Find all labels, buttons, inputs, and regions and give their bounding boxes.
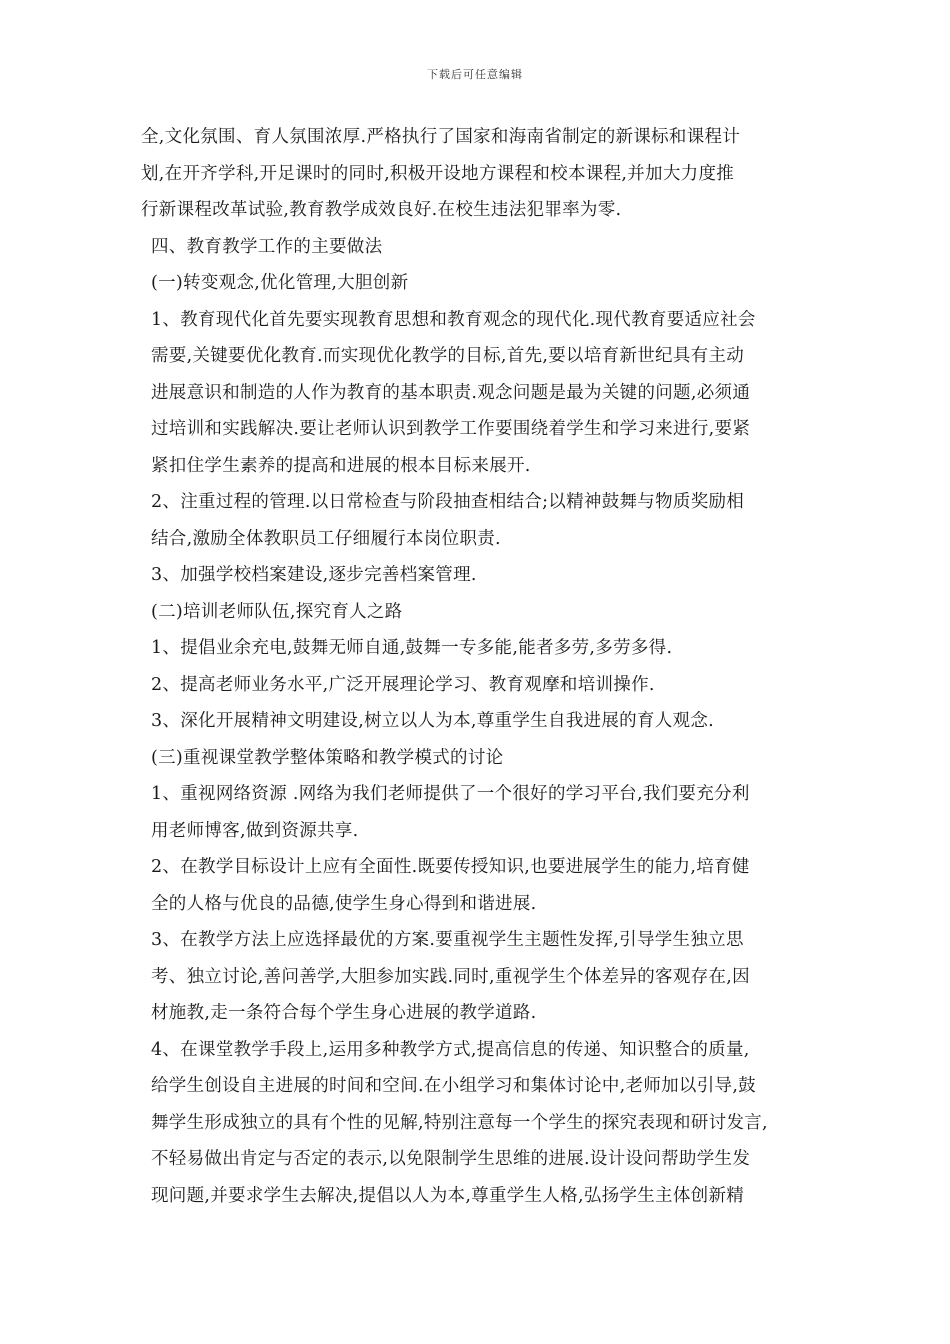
text-line: (三)重视课堂教学整体策略和教学模式的讨论 — [151, 747, 504, 768]
paragraph-2-3 — [141, 703, 821, 740]
paragraph-sub-1 — [141, 265, 821, 302]
text-line: 1、教育现代化首先要实现教育思想和教育观念的现代化.现代教育要适应社会 — [151, 309, 756, 330]
paragraph-3-1 — [141, 776, 821, 849]
text-line: 舞学生形成独立的具有个性的见解,特别注意每一个学生的探究表现和研讨发言, — [151, 1112, 768, 1133]
text-line: 过培训和实践解决.要让老师认识到教学工作要围绕着学生和学习来进行,要紧 — [151, 419, 751, 439]
text-line: 结合,激励全体教职员工仔细履行本岗位职责. — [151, 528, 501, 549]
text-line: 全,文化氛围、育人氛围浓厚.严格执行了国家和海南省制定的新课标和课程计 — [141, 127, 741, 147]
text-line: 进展意识和制造的人作为教育的基本职责.观念问题是最为关键的问题,必须通 — [151, 382, 751, 403]
text-line: 不轻易做出肯定与否定的表示,以免限制学生思维的进展.设计设问帮助学生发 — [151, 1149, 751, 1169]
text-line: 现问题,并要求学生去解决,提倡以人为本,尊重学生人格,弘扬学生主体创新精 — [151, 1185, 745, 1206]
text-line: 3、加强学校档案建设,逐步完善档案管理. — [151, 565, 477, 585]
paragraph-2-1 — [141, 630, 821, 667]
text-line: 材施教,走一条符合每个学生身心进展的教学道路. — [151, 1003, 537, 1023]
paragraph-2-2 — [141, 667, 821, 704]
page-header: 下载后可任意编辑 — [427, 68, 523, 81]
text-line: 四、教育教学工作的主要做法 — [151, 236, 383, 257]
text-line: 考、独立讨论,善问善学,大胆参加实践.同时,重视学生个体差异的客观存在,因 — [151, 966, 750, 987]
paragraph-sub-2 — [141, 594, 821, 631]
text-line: 全的人格与优良的品德,使学生身心得到和谐进展. — [151, 893, 537, 914]
paragraph-sub-3 — [141, 740, 821, 777]
paragraph-3-4 — [141, 1032, 821, 1215]
text-line: 2、在教学目标设计上应有全面性.既要传授知识,也要进展学生的能力,培育健 — [151, 857, 750, 877]
text-line: 1、重视网络资源 .网络为我们老师提供了一个很好的学习平台,我们要充分利 — [151, 784, 750, 804]
text-line: 行新课程改革试验,教育教学成效良好.在校生违法犯罪率为零. — [141, 200, 622, 220]
paragraph-1-1 — [141, 302, 821, 485]
text-line: 3、在教学方法上应选择最优的方案.要重视学生主题性发挥,引导学生独立思 — [151, 930, 744, 950]
text-line: 4、在课堂教学手段上,运用多种教学方式,提高信息的传递、知识整合的质量, — [151, 1039, 750, 1060]
text-line: 给学生创设自主进展的时间和空间.在小组学习和集体讨论中,老师加以引导,鼓 — [151, 1076, 756, 1096]
text-line: 划,在开齐学科,开足课时的同时,积极开设地方课程和校本课程,并加大力度推 — [141, 163, 735, 184]
paragraph-1-3 — [141, 557, 821, 594]
text-line: 需要,关键要优化教育.而实现优化教学的目标,首先,要以培育新世纪具有主动 — [151, 346, 745, 366]
paragraph-3-2 — [141, 849, 821, 922]
text-line: 紧扣住学生素养的提高和进展的根本目标来展开. — [151, 455, 531, 476]
text-line: 2、提高老师业务水平,广泛开展理论学习、教育观摩和培训操作. — [151, 674, 655, 695]
text-line: 2、注重过程的管理.以日常检查与阶段抽查相结合;以精神鼓舞与物质奖励相 — [151, 492, 745, 512]
text-line: 1、提倡业余充电,鼓舞无师自通,鼓舞一专多能,能者多劳,多劳多得. — [151, 638, 673, 658]
paragraph-section-4 — [141, 229, 821, 266]
text-line: 3、深化开展精神文明建设,树立以人为本,尊重学生自我进展的育人观念. — [151, 711, 715, 731]
paragraph-3-3 — [141, 922, 821, 1032]
text-line: 用老师博客,做到资源共享. — [151, 820, 359, 841]
paragraph-1-2 — [141, 484, 821, 557]
document-body — [141, 119, 821, 1214]
paragraph-continuation — [141, 119, 821, 229]
text-line: (一)转变观念,优化管理,大胆创新 — [151, 273, 409, 293]
text-line: (二)培训老师队伍,探究育人之路 — [151, 601, 403, 622]
